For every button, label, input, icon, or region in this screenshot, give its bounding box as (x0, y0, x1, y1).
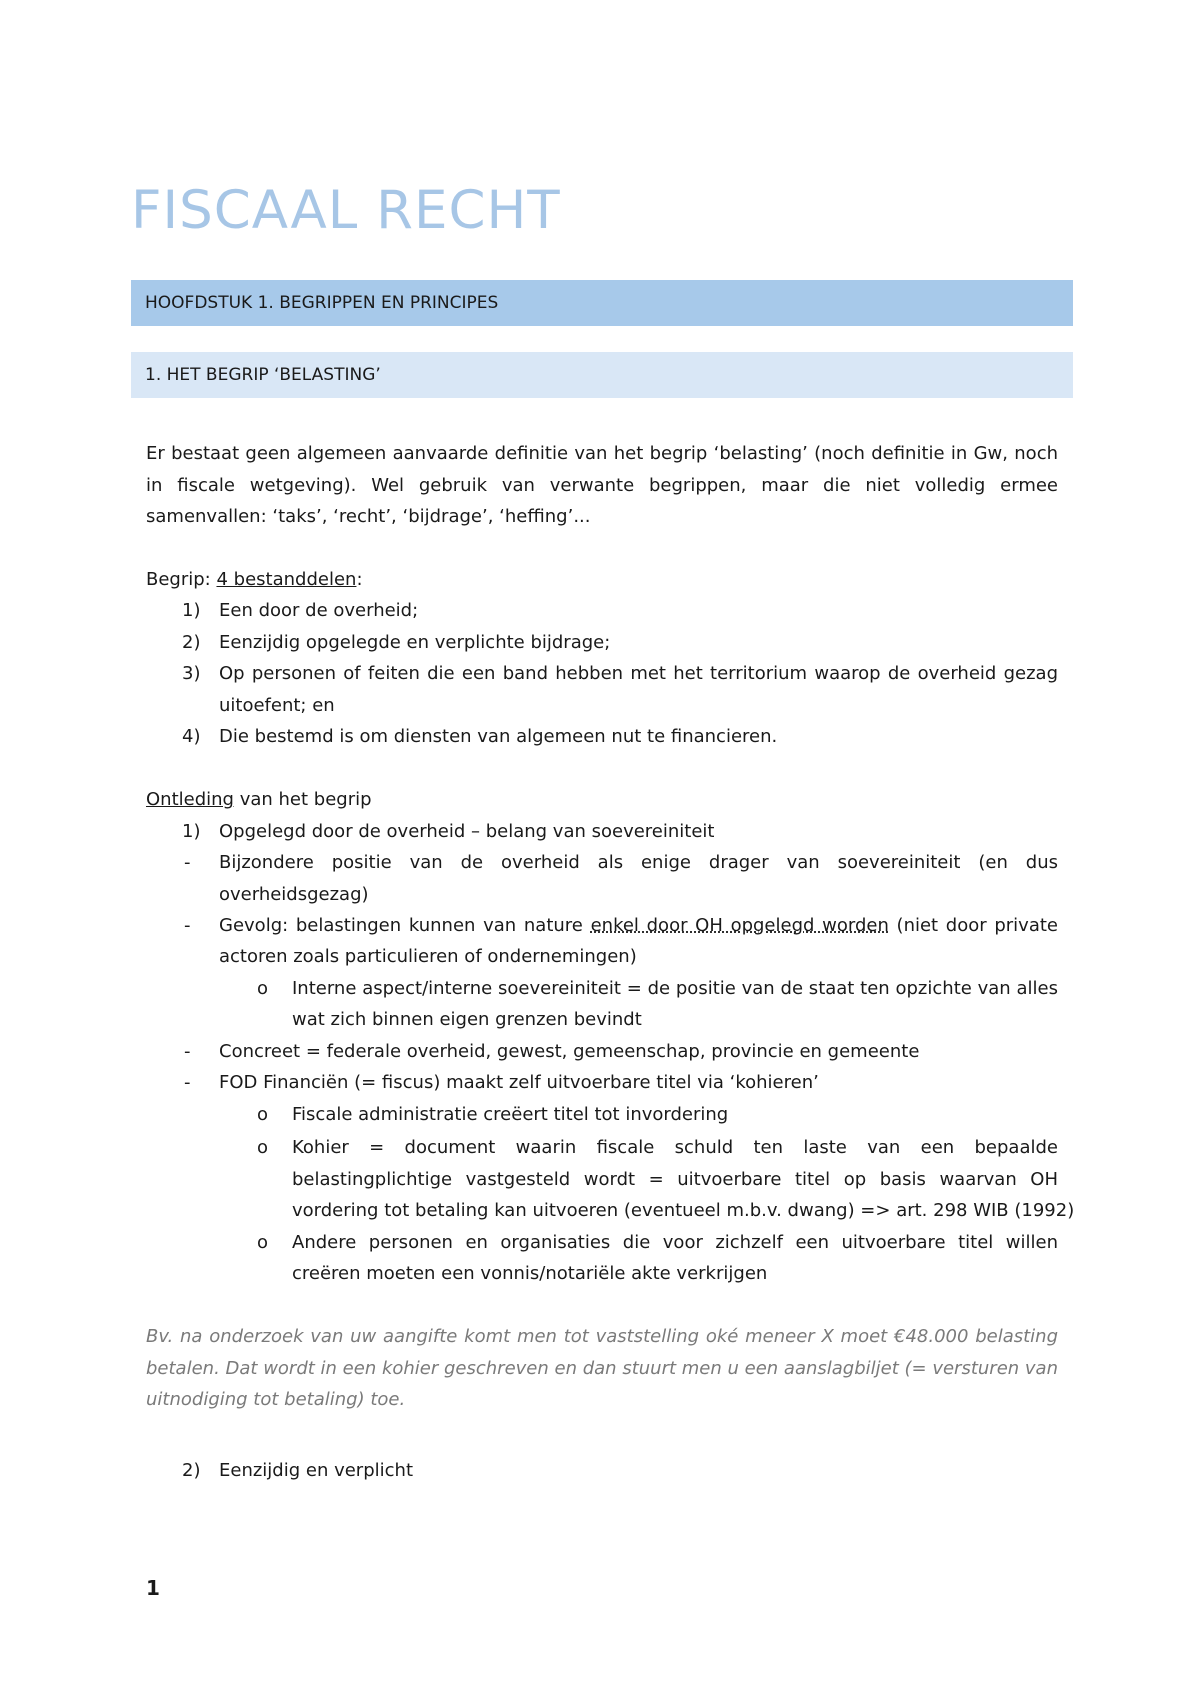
sub-1-line-2: wat zich binnen eigen grenzen bevindt (292, 1009, 642, 1030)
begrip-item-3-line-1: Op personen of feiten die een band hebben met het territorium waarop de overheid gezag (219, 663, 1058, 684)
sub-3-line-2: belastingplichtige vastgesteld wordt = uitvoerbare titel op basis waarvan OH (292, 1169, 1058, 1190)
sub-1-line-1: Interne aspect/interne soevereiniteit = de positie van de staat ten opzichte van alles (292, 978, 1058, 999)
sub-marker-4: o (257, 1232, 269, 1253)
begrip-heading (146, 568, 363, 592)
intro-line-2: in fiscale wetgeving). Wel gebruik van verwante begrippen, maar die niet volledig ermee (146, 475, 1058, 496)
ontleding-heading (146, 788, 372, 812)
item-2-number: 2) (182, 1460, 201, 1481)
dash-1-line-2: overheidsgezag) (219, 884, 369, 905)
document-title: FISCAAL RECHT (131, 180, 561, 241)
begrip-item-4: Die bestemd is om diensten van algemeen nut te financieren. (219, 726, 778, 747)
dash-marker-2: - (184, 915, 191, 936)
begrip-underlined: 4 bestanddelen (216, 569, 357, 590)
dash-2-prefix: Gevolg: belastingen kunnen van nature (219, 915, 591, 936)
dash-2-dotted: enkel door OH opgelegd worden (590, 915, 889, 936)
dash-1-line-1: Bijzondere positie van de overheid als enige drager van soevereiniteit (en dus (219, 852, 1058, 873)
dash-marker-4: - (184, 1072, 191, 1093)
sub-marker-3: o (257, 1137, 269, 1158)
section-heading: 1. HET BEGRIP ‘BELASTING’ (131, 352, 1073, 398)
begrip-item-3-number: 3) (182, 663, 201, 684)
begrip-item-4-number: 4) (182, 726, 201, 747)
chapter-heading: HOOFDSTUK 1. BEGRIPPEN EN PRINCIPES (131, 280, 1073, 326)
begrip-item-1: Een door de overheid; (219, 600, 419, 621)
sub-marker-2: o (257, 1104, 269, 1125)
dash-marker-1: - (184, 852, 191, 873)
intro-line-1: Er bestaat geen algemeen aanvaarde definitie van het begrip ‘belasting’ (noch definitie in Gw, noch (146, 443, 1058, 464)
begrip-item-2: Eenzijdig opgelegde en verplichte bijdrage; (219, 632, 611, 653)
dash-marker-3: - (184, 1041, 191, 1062)
dash-3: Concreet = federale overheid, gewest, gemeenschap, provincie en gemeente (219, 1041, 920, 1062)
dash-2-line-2: actoren zoals particulieren of ondernemingen) (219, 946, 637, 967)
begrip-item-2-number: 2) (182, 632, 201, 653)
ontleding-item-1: Opgelegd door de overheid – belang van soevereiniteit (219, 821, 715, 842)
sub-3-line-1: Kohier = document waarin fiscale schuld ten laste van een bepaalde (292, 1137, 1058, 1158)
example-line-1: Bv. na onderzoek van uw aangifte komt men tot vaststelling oké meneer X moet €48.000 belasting (146, 1326, 1058, 1347)
ontleding-underlined: Ontleding (146, 789, 234, 810)
item-2-text: Eenzijdig en verplicht (219, 1460, 414, 1481)
ontleding-rest: van het begrip (233, 789, 372, 810)
begrip-suffix: : (356, 569, 363, 590)
dash-4: FOD Financiën (= fiscus) maakt zelf uitvoerbare titel via ‘kohieren’ (219, 1072, 819, 1093)
begrip-item-1-number: 1) (182, 600, 201, 621)
begrip-label: Begrip: (146, 569, 217, 590)
page-number: 1 (146, 1576, 160, 1600)
ontleding-item-1-number: 1) (182, 821, 201, 842)
sub-4-line-1: Andere personen en organisaties die voor zichzelf een uitvoerbare titel willen (292, 1232, 1058, 1253)
sub-3-line-3: vordering tot betaling kan uitvoeren (eventueel m.b.v. dwang) => art. 298 WIB (1992) (292, 1200, 1075, 1221)
dash-2-line-1 (219, 914, 1058, 938)
sub-marker-1: o (257, 978, 269, 999)
dash-2-suffix: (niet door private (888, 915, 1058, 936)
begrip-item-3-line-2: uitoefent; en (219, 695, 335, 716)
example-line-3: uitnodiging tot betaling) toe. (146, 1389, 406, 1410)
sub-4-line-2: creëren moeten een vonnis/notariële akte verkrijgen (292, 1263, 768, 1284)
sub-2: Fiscale administratie creëert titel tot invordering (292, 1104, 729, 1125)
example-line-2: betalen. Dat wordt in een kohier geschreven en dan stuurt men u een aanslagbiljet (= versturen van (146, 1358, 1058, 1379)
intro-line-3: samenvallen: ‘taks’, ‘recht’, ‘bijdrage’, ‘heffing’... (146, 506, 591, 527)
